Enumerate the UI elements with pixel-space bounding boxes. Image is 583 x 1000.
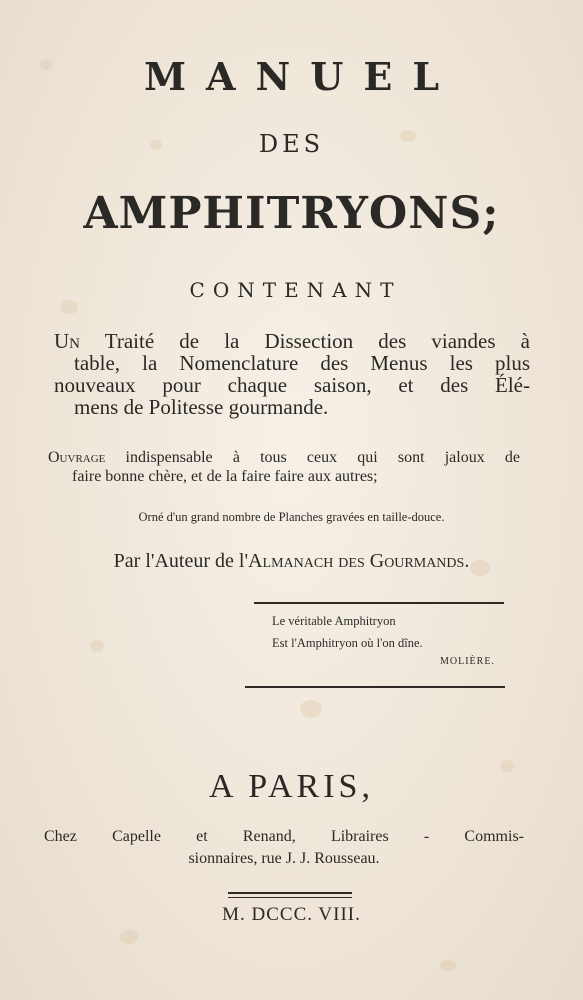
contenant-heading: CONTENANT	[189, 278, 402, 302]
ouvrage-line-1-text: indispensable à tous ceux qui sont jaloux de	[105, 449, 520, 466]
imprint-rule-bottom	[228, 897, 352, 898]
ouvrage-line-1	[48, 448, 520, 467]
imprint-line-2: sionnaires, rue J. J. Rousseau.	[188, 850, 380, 867]
foxing-spot	[90, 640, 104, 652]
epigraph-line-2: Est l'Amphitryon où l'on dîne.	[272, 636, 423, 650]
foxing-spot	[300, 700, 322, 718]
foxing-spot	[120, 930, 138, 944]
traite-prefix: Un	[54, 329, 80, 353]
foxing-spot	[440, 960, 456, 972]
ouvrage-line-2: faire bonne chère, et de la faire faire aux autres;	[72, 468, 378, 485]
epigraph-top-rule	[254, 602, 504, 604]
imprint-publisher	[44, 826, 524, 870]
imprint-rule-top	[228, 892, 352, 894]
epigraph-line-1: Le véritable Amphitryon	[272, 614, 396, 628]
imprint-line-1: Chez Capelle et Renand, Libraires - Commis-	[44, 828, 524, 845]
title-des: DES	[258, 130, 325, 158]
foxing-spot	[60, 300, 78, 314]
ouvrage-paragraph	[48, 448, 520, 486]
traite-line-3: nouveaux pour chaque saison, et des Élé-	[54, 373, 530, 397]
title-amphitryons: AMPHITRYONS;	[83, 188, 500, 239]
title-manuel: MANUEL	[143, 54, 460, 99]
traite-line-4: mens de Politesse gourmande.	[74, 395, 329, 419]
auteur-almanach: Almanach des Gourmands.	[248, 550, 470, 572]
auteur-prefix: Par l'Auteur de l'	[113, 550, 249, 572]
imprint-city: A PARIS,	[209, 768, 374, 805]
orne-line: Orné d'un grand nombre de Planches gravées en taille-douce.	[138, 510, 445, 524]
traite-paragraph	[40, 330, 530, 418]
epigraph-bottom-rule	[245, 686, 505, 688]
traite-line-2: table, la Nomenclature des Menus les plus	[74, 351, 530, 375]
traite-line-1	[54, 330, 530, 352]
epigraph-attribution: MOLIÈRE.	[440, 656, 495, 667]
traite-line-1-text: Traité de la Dissection des viandes à	[80, 329, 530, 353]
auteur-line	[0, 550, 583, 573]
imprint-date: M. DCCC. VIII.	[222, 904, 361, 925]
ouvrage-prefix: Ouvrage	[48, 449, 106, 466]
